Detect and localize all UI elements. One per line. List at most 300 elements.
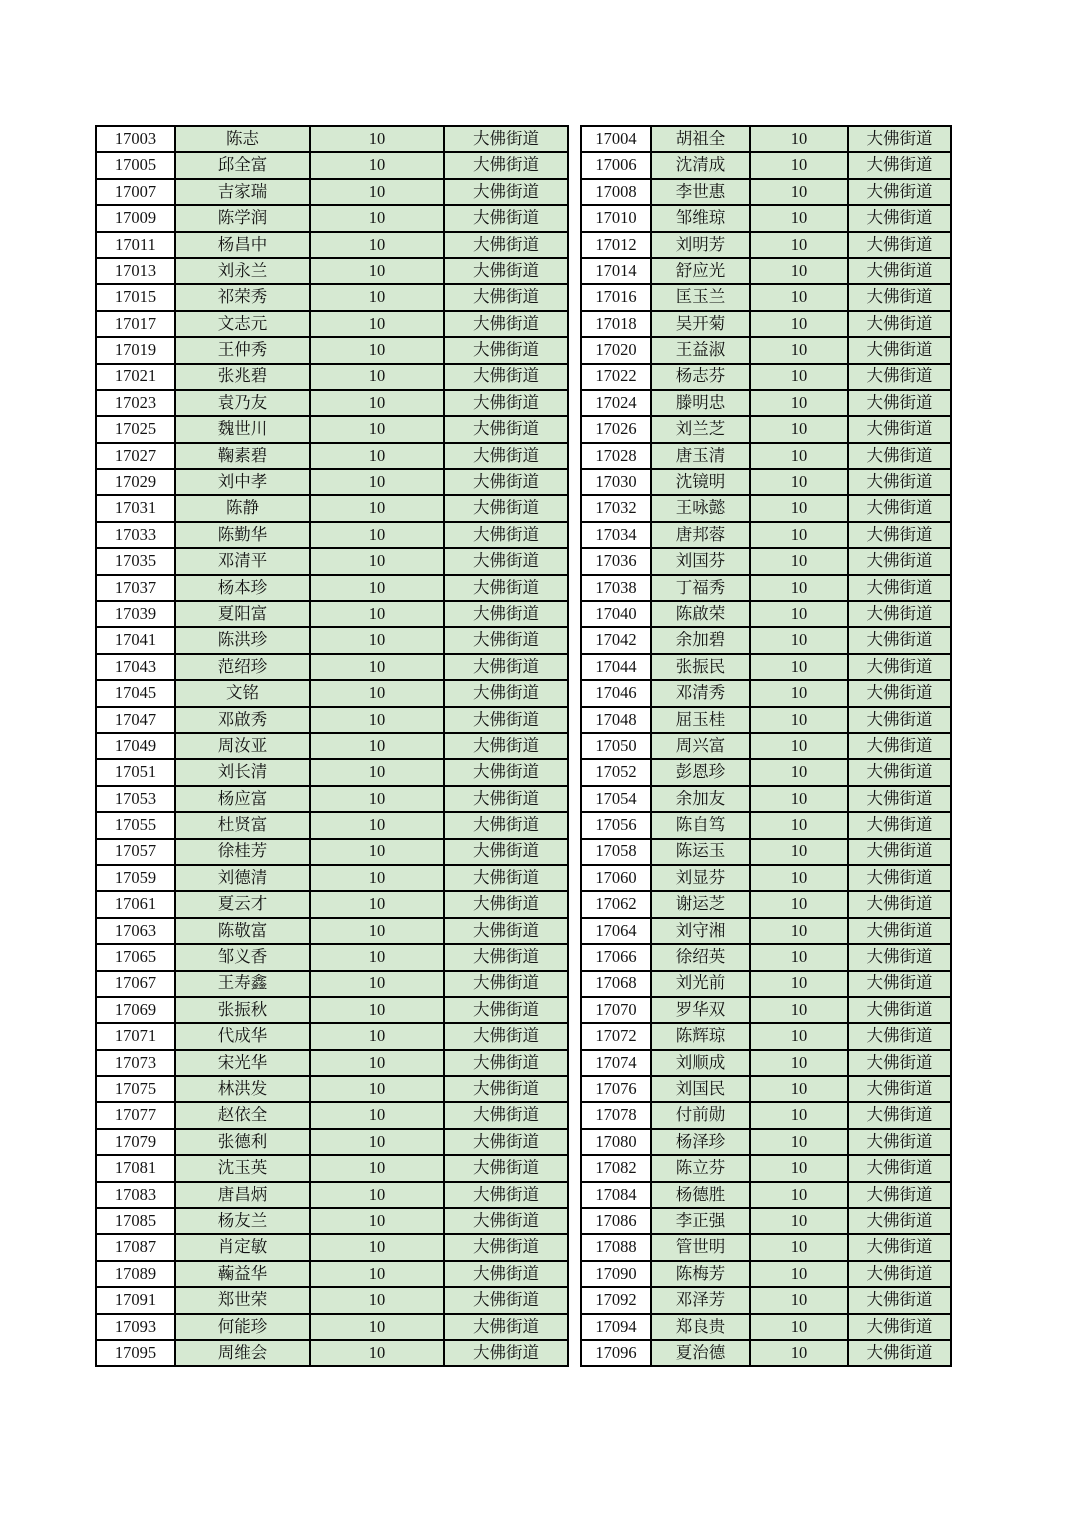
street-cell: 大佛街道 xyxy=(848,548,951,574)
street-cell: 大佛街道 xyxy=(444,1287,568,1313)
person-id-cell: 17026 xyxy=(581,416,651,442)
table-row xyxy=(581,1234,951,1260)
table-row xyxy=(96,601,568,627)
value-cell: 10 xyxy=(750,311,848,337)
street-cell: 大佛街道 xyxy=(848,443,951,469)
table-row xyxy=(581,232,951,258)
person-id-cell: 17053 xyxy=(96,786,175,812)
person-name-cell: 杨应富 xyxy=(175,786,310,812)
table-row xyxy=(96,152,568,178)
person-id-cell: 17062 xyxy=(581,891,651,917)
table-row xyxy=(96,469,568,495)
person-name-cell: 徐桂芳 xyxy=(175,839,310,865)
street-cell: 大佛街道 xyxy=(444,1340,568,1366)
value-cell: 10 xyxy=(310,759,444,785)
value-cell: 10 xyxy=(310,1287,444,1313)
table-row xyxy=(96,390,568,416)
person-id-cell: 17027 xyxy=(96,443,175,469)
street-cell: 大佛街道 xyxy=(444,364,568,390)
value-cell: 10 xyxy=(750,126,848,152)
table-row xyxy=(581,733,951,759)
table-row xyxy=(581,416,951,442)
person-id-cell: 17059 xyxy=(96,865,175,891)
street-cell: 大佛街道 xyxy=(444,1234,568,1260)
street-cell: 大佛街道 xyxy=(848,733,951,759)
street-cell: 大佛街道 xyxy=(848,680,951,706)
value-cell: 10 xyxy=(310,918,444,944)
person-name-cell: 郑良贵 xyxy=(651,1314,750,1340)
table-row xyxy=(581,152,951,178)
table-row xyxy=(581,1208,951,1234)
value-cell: 10 xyxy=(310,1102,444,1128)
person-name-cell: 代成华 xyxy=(175,1023,310,1049)
person-name-cell: 丁福秀 xyxy=(651,575,750,601)
street-cell: 大佛街道 xyxy=(848,1208,951,1234)
street-cell: 大佛街道 xyxy=(848,179,951,205)
street-cell: 大佛街道 xyxy=(444,918,568,944)
person-name-cell: 周兴富 xyxy=(651,733,750,759)
street-cell: 大佛街道 xyxy=(444,1102,568,1128)
person-name-cell: 魏世川 xyxy=(175,416,310,442)
person-id-cell: 17084 xyxy=(581,1182,651,1208)
table-row xyxy=(96,1050,568,1076)
table-row xyxy=(96,1102,568,1128)
person-id-cell: 17041 xyxy=(96,627,175,653)
table-row xyxy=(581,944,951,970)
value-cell: 10 xyxy=(750,258,848,284)
person-name-cell: 唐邦蓉 xyxy=(651,522,750,548)
street-cell: 大佛街道 xyxy=(444,733,568,759)
person-name-cell: 邱全富 xyxy=(175,152,310,178)
value-cell: 10 xyxy=(310,601,444,627)
street-cell: 大佛街道 xyxy=(848,126,951,152)
person-id-cell: 17061 xyxy=(96,891,175,917)
table-row xyxy=(581,1314,951,1340)
person-name-cell: 刘守湘 xyxy=(651,918,750,944)
person-id-cell: 17066 xyxy=(581,944,651,970)
person-name-cell: 唐昌炳 xyxy=(175,1182,310,1208)
table-row xyxy=(96,944,568,970)
value-cell: 10 xyxy=(310,522,444,548)
table-row xyxy=(96,865,568,891)
person-name-cell: 陈运玉 xyxy=(651,839,750,865)
table-row xyxy=(96,284,568,310)
value-cell: 10 xyxy=(750,495,848,521)
table-row xyxy=(581,759,951,785)
street-cell: 大佛街道 xyxy=(848,390,951,416)
person-name-cell: 刘明芳 xyxy=(651,232,750,258)
street-cell: 大佛街道 xyxy=(444,944,568,970)
street-cell: 大佛街道 xyxy=(444,601,568,627)
table-row xyxy=(581,258,951,284)
table-row xyxy=(96,627,568,653)
person-name-cell: 张振民 xyxy=(651,654,750,680)
value-cell: 10 xyxy=(310,997,444,1023)
value-cell: 10 xyxy=(310,1155,444,1181)
person-name-cell: 夏云才 xyxy=(175,891,310,917)
person-id-cell: 17003 xyxy=(96,126,175,152)
person-id-cell: 17057 xyxy=(96,839,175,865)
street-cell: 大佛街道 xyxy=(848,522,951,548)
table-row xyxy=(581,1261,951,1287)
street-cell: 大佛街道 xyxy=(444,152,568,178)
street-cell: 大佛街道 xyxy=(444,284,568,310)
person-name-cell: 杨昌中 xyxy=(175,232,310,258)
person-name-cell: 周维会 xyxy=(175,1340,310,1366)
person-id-cell: 17058 xyxy=(581,839,651,865)
person-id-cell: 17045 xyxy=(96,680,175,706)
table-row xyxy=(96,707,568,733)
street-cell: 大佛街道 xyxy=(444,997,568,1023)
person-id-cell: 17067 xyxy=(96,971,175,997)
street-cell: 大佛街道 xyxy=(848,839,951,865)
person-id-cell: 17008 xyxy=(581,179,651,205)
street-cell: 大佛街道 xyxy=(848,469,951,495)
value-cell: 10 xyxy=(310,865,444,891)
person-id-cell: 17035 xyxy=(96,548,175,574)
person-id-cell: 17064 xyxy=(581,918,651,944)
value-cell: 10 xyxy=(310,443,444,469)
person-name-cell: 彭恩珍 xyxy=(651,759,750,785)
table-row xyxy=(581,997,951,1023)
person-name-cell: 王咏懿 xyxy=(651,495,750,521)
value-cell: 10 xyxy=(750,1314,848,1340)
table-row xyxy=(96,337,568,363)
street-cell: 大佛街道 xyxy=(848,812,951,838)
person-id-cell: 17018 xyxy=(581,311,651,337)
person-name-cell: 罗华双 xyxy=(651,997,750,1023)
person-id-cell: 17076 xyxy=(581,1076,651,1102)
person-id-cell: 17092 xyxy=(581,1287,651,1313)
street-cell: 大佛街道 xyxy=(848,1050,951,1076)
person-name-cell: 舒应光 xyxy=(651,258,750,284)
person-name-cell: 赵依全 xyxy=(175,1102,310,1128)
person-id-cell: 17011 xyxy=(96,232,175,258)
street-cell: 大佛街道 xyxy=(848,284,951,310)
table-row xyxy=(581,205,951,231)
table-row xyxy=(96,1155,568,1181)
street-cell: 大佛街道 xyxy=(848,601,951,627)
table-row xyxy=(581,548,951,574)
person-id-cell: 17043 xyxy=(96,654,175,680)
person-id-cell: 17047 xyxy=(96,707,175,733)
table-row xyxy=(96,1129,568,1155)
person-name-cell: 陈辉琼 xyxy=(651,1023,750,1049)
street-cell: 大佛街道 xyxy=(444,1314,568,1340)
value-cell: 10 xyxy=(310,179,444,205)
street-cell: 大佛街道 xyxy=(444,548,568,574)
person-name-cell: 陈敬富 xyxy=(175,918,310,944)
value-cell: 10 xyxy=(750,1182,848,1208)
value-cell: 10 xyxy=(750,812,848,838)
value-cell: 10 xyxy=(310,891,444,917)
street-cell: 大佛街道 xyxy=(848,918,951,944)
table-row xyxy=(96,1076,568,1102)
person-id-cell: 17048 xyxy=(581,707,651,733)
street-cell: 大佛街道 xyxy=(848,205,951,231)
person-id-cell: 17022 xyxy=(581,364,651,390)
person-id-cell: 17019 xyxy=(96,337,175,363)
street-cell: 大佛街道 xyxy=(848,1182,951,1208)
street-cell: 大佛街道 xyxy=(444,654,568,680)
table-row xyxy=(581,364,951,390)
value-cell: 10 xyxy=(750,1261,848,1287)
value-cell: 10 xyxy=(310,495,444,521)
table-row xyxy=(581,839,951,865)
table-row xyxy=(96,1234,568,1260)
person-name-cell: 沈清成 xyxy=(651,152,750,178)
person-name-cell: 沈玉英 xyxy=(175,1155,310,1181)
street-cell: 大佛街道 xyxy=(444,1261,568,1287)
value-cell: 10 xyxy=(750,152,848,178)
person-name-cell: 邓啟秀 xyxy=(175,707,310,733)
person-name-cell: 陈洪珍 xyxy=(175,627,310,653)
table-row xyxy=(581,1340,951,1366)
street-cell: 大佛街道 xyxy=(444,179,568,205)
person-id-cell: 17024 xyxy=(581,390,651,416)
street-cell: 大佛街道 xyxy=(848,1023,951,1049)
street-cell: 大佛街道 xyxy=(848,891,951,917)
table-row xyxy=(581,1023,951,1049)
person-name-cell: 陈志 xyxy=(175,126,310,152)
table-row xyxy=(581,786,951,812)
person-name-cell: 鞠素碧 xyxy=(175,443,310,469)
roster-table-right-body xyxy=(581,126,951,1366)
street-cell: 大佛街道 xyxy=(444,337,568,363)
value-cell: 10 xyxy=(750,522,848,548)
table-row xyxy=(581,627,951,653)
person-name-cell: 袁乃友 xyxy=(175,390,310,416)
value-cell: 10 xyxy=(750,1050,848,1076)
street-cell: 大佛街道 xyxy=(444,258,568,284)
street-cell: 大佛街道 xyxy=(848,865,951,891)
person-id-cell: 17080 xyxy=(581,1129,651,1155)
value-cell: 10 xyxy=(750,759,848,785)
roster-table-left-body xyxy=(96,126,568,1366)
table-row xyxy=(581,126,951,152)
person-id-cell: 17020 xyxy=(581,337,651,363)
value-cell: 10 xyxy=(750,971,848,997)
person-name-cell: 邓清平 xyxy=(175,548,310,574)
person-id-cell: 17070 xyxy=(581,997,651,1023)
value-cell: 10 xyxy=(310,205,444,231)
person-id-cell: 17040 xyxy=(581,601,651,627)
value-cell: 10 xyxy=(750,205,848,231)
value-cell: 10 xyxy=(310,152,444,178)
value-cell: 10 xyxy=(750,1076,848,1102)
person-id-cell: 17056 xyxy=(581,812,651,838)
person-id-cell: 17010 xyxy=(581,205,651,231)
street-cell: 大佛街道 xyxy=(848,786,951,812)
person-id-cell: 17050 xyxy=(581,733,651,759)
person-id-cell: 17054 xyxy=(581,786,651,812)
value-cell: 10 xyxy=(310,812,444,838)
value-cell: 10 xyxy=(310,390,444,416)
person-name-cell: 杜贤富 xyxy=(175,812,310,838)
person-name-cell: 杨泽珍 xyxy=(651,1129,750,1155)
street-cell: 大佛街道 xyxy=(848,627,951,653)
value-cell: 10 xyxy=(750,944,848,970)
table-row xyxy=(96,1023,568,1049)
table-row xyxy=(96,786,568,812)
value-cell: 10 xyxy=(750,865,848,891)
table-row xyxy=(96,1208,568,1234)
value-cell: 10 xyxy=(310,548,444,574)
value-cell: 10 xyxy=(310,258,444,284)
street-cell: 大佛街道 xyxy=(444,812,568,838)
table-row xyxy=(581,390,951,416)
table-row xyxy=(96,1182,568,1208)
person-name-cell: 文铭 xyxy=(175,680,310,706)
street-cell: 大佛街道 xyxy=(444,786,568,812)
value-cell: 10 xyxy=(310,575,444,601)
street-cell: 大佛街道 xyxy=(848,707,951,733)
value-cell: 10 xyxy=(750,1023,848,1049)
table-row xyxy=(581,918,951,944)
street-cell: 大佛街道 xyxy=(444,575,568,601)
person-id-cell: 17052 xyxy=(581,759,651,785)
value-cell: 10 xyxy=(750,548,848,574)
person-name-cell: 谢运芝 xyxy=(651,891,750,917)
person-id-cell: 17082 xyxy=(581,1155,651,1181)
person-id-cell: 17051 xyxy=(96,759,175,785)
person-name-cell: 王寿鑫 xyxy=(175,971,310,997)
street-cell: 大佛街道 xyxy=(444,839,568,865)
value-cell: 10 xyxy=(310,839,444,865)
table-row xyxy=(96,733,568,759)
person-name-cell: 蘜益华 xyxy=(175,1261,310,1287)
person-name-cell: 刘光前 xyxy=(651,971,750,997)
table-row xyxy=(581,179,951,205)
value-cell: 10 xyxy=(750,680,848,706)
value-cell: 10 xyxy=(750,575,848,601)
value-cell: 10 xyxy=(310,337,444,363)
value-cell: 10 xyxy=(310,944,444,970)
person-name-cell: 张兆碧 xyxy=(175,364,310,390)
value-cell: 10 xyxy=(310,126,444,152)
value-cell: 10 xyxy=(310,311,444,337)
person-name-cell: 何能珍 xyxy=(175,1314,310,1340)
roster-table-right xyxy=(580,125,952,1367)
person-name-cell: 邹义香 xyxy=(175,944,310,970)
person-id-cell: 17079 xyxy=(96,1129,175,1155)
person-name-cell: 杨志芬 xyxy=(651,364,750,390)
street-cell: 大佛街道 xyxy=(444,865,568,891)
person-id-cell: 17030 xyxy=(581,469,651,495)
person-id-cell: 17078 xyxy=(581,1102,651,1128)
person-name-cell: 邓清秀 xyxy=(651,680,750,706)
street-cell: 大佛街道 xyxy=(848,575,951,601)
table-row xyxy=(96,179,568,205)
person-name-cell: 匡玉兰 xyxy=(651,284,750,310)
street-cell: 大佛街道 xyxy=(848,971,951,997)
person-name-cell: 刘顺成 xyxy=(651,1050,750,1076)
value-cell: 10 xyxy=(750,786,848,812)
value-cell: 10 xyxy=(750,284,848,310)
person-id-cell: 17081 xyxy=(96,1155,175,1181)
value-cell: 10 xyxy=(750,416,848,442)
value-cell: 10 xyxy=(310,654,444,680)
table-row xyxy=(96,680,568,706)
value-cell: 10 xyxy=(310,786,444,812)
table-row xyxy=(581,469,951,495)
person-id-cell: 17089 xyxy=(96,1261,175,1287)
street-cell: 大佛街道 xyxy=(444,1076,568,1102)
table-row xyxy=(96,232,568,258)
street-cell: 大佛街道 xyxy=(848,1155,951,1181)
value-cell: 10 xyxy=(310,971,444,997)
value-cell: 10 xyxy=(750,364,848,390)
person-id-cell: 17095 xyxy=(96,1340,175,1366)
street-cell: 大佛街道 xyxy=(444,1208,568,1234)
person-id-cell: 17031 xyxy=(96,495,175,521)
value-cell: 10 xyxy=(310,707,444,733)
street-cell: 大佛街道 xyxy=(848,1314,951,1340)
person-name-cell: 王益淑 xyxy=(651,337,750,363)
street-cell: 大佛街道 xyxy=(848,1287,951,1313)
street-cell: 大佛街道 xyxy=(848,258,951,284)
value-cell: 10 xyxy=(750,891,848,917)
person-id-cell: 17049 xyxy=(96,733,175,759)
street-cell: 大佛街道 xyxy=(444,126,568,152)
value-cell: 10 xyxy=(750,1234,848,1260)
person-name-cell: 文志元 xyxy=(175,311,310,337)
street-cell: 大佛街道 xyxy=(444,680,568,706)
person-id-cell: 17033 xyxy=(96,522,175,548)
value-cell: 10 xyxy=(750,1102,848,1128)
person-id-cell: 17072 xyxy=(581,1023,651,1049)
person-id-cell: 17083 xyxy=(96,1182,175,1208)
street-cell: 大佛街道 xyxy=(444,495,568,521)
street-cell: 大佛街道 xyxy=(444,1050,568,1076)
table-row xyxy=(96,575,568,601)
street-cell: 大佛街道 xyxy=(444,891,568,917)
person-name-cell: 余加友 xyxy=(651,786,750,812)
street-cell: 大佛街道 xyxy=(848,944,951,970)
value-cell: 10 xyxy=(750,443,848,469)
table-row xyxy=(96,759,568,785)
person-id-cell: 17039 xyxy=(96,601,175,627)
table-row xyxy=(581,1129,951,1155)
person-name-cell: 吉家瑞 xyxy=(175,179,310,205)
value-cell: 10 xyxy=(750,1208,848,1234)
table-row xyxy=(581,971,951,997)
person-id-cell: 17085 xyxy=(96,1208,175,1234)
person-name-cell: 林洪发 xyxy=(175,1076,310,1102)
table-row xyxy=(96,548,568,574)
street-cell: 大佛街道 xyxy=(444,971,568,997)
table-row xyxy=(581,1102,951,1128)
value-cell: 10 xyxy=(750,179,848,205)
person-name-cell: 刘德清 xyxy=(175,865,310,891)
value-cell: 10 xyxy=(310,1076,444,1102)
street-cell: 大佛街道 xyxy=(444,707,568,733)
person-name-cell: 沈镜明 xyxy=(651,469,750,495)
table-row xyxy=(96,416,568,442)
person-name-cell: 管世明 xyxy=(651,1234,750,1260)
table-row xyxy=(96,971,568,997)
person-name-cell: 李正强 xyxy=(651,1208,750,1234)
person-name-cell: 周汝亚 xyxy=(175,733,310,759)
person-name-cell: 张振秋 xyxy=(175,997,310,1023)
person-id-cell: 17032 xyxy=(581,495,651,521)
value-cell: 10 xyxy=(310,733,444,759)
street-cell: 大佛街道 xyxy=(848,152,951,178)
value-cell: 10 xyxy=(310,1182,444,1208)
table-row xyxy=(581,284,951,310)
person-name-cell: 陈静 xyxy=(175,495,310,521)
person-name-cell: 余加碧 xyxy=(651,627,750,653)
